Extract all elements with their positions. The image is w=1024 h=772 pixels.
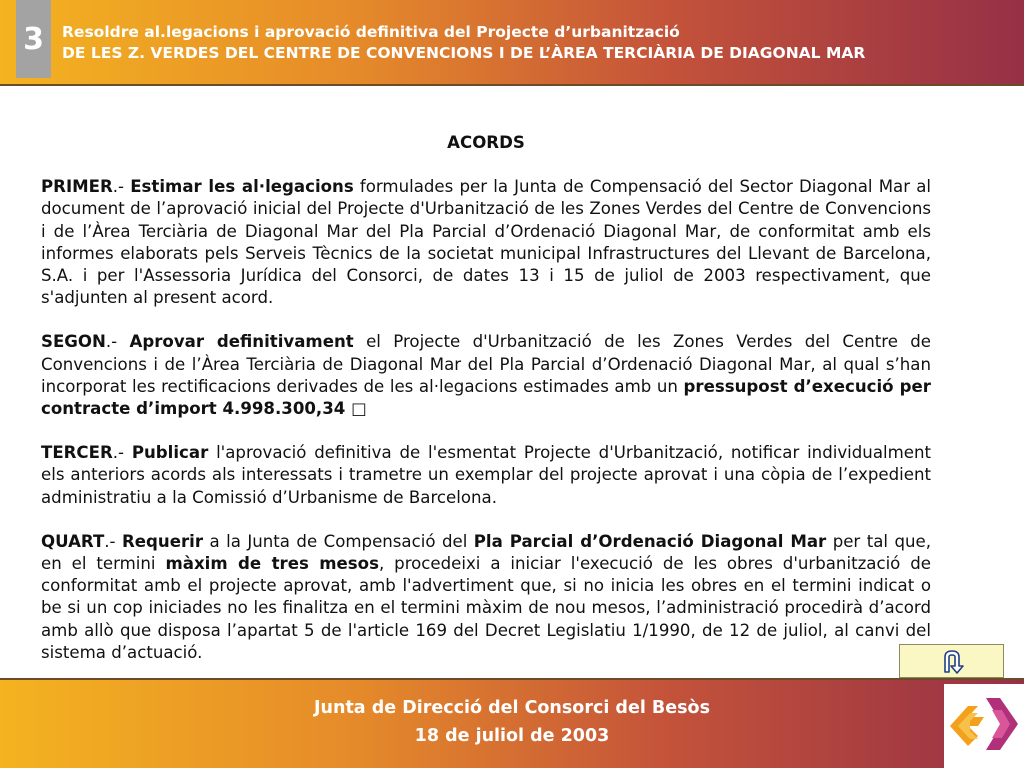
footer-text [0, 694, 1024, 750]
quart-deadline: màxim de tres mesos [165, 554, 379, 574]
quart-text1: a la Junta de Compensació del [203, 531, 474, 551]
slide-number: 3 [16, 0, 51, 78]
footer-date: 18 de juliol de 2003 [414, 726, 610, 746]
quart-sep: .- [104, 531, 122, 551]
primer-action: Estimar les al·legacions [130, 177, 354, 197]
footer-bar [0, 678, 1024, 768]
agreement-tercer [41, 442, 931, 509]
tercer-action: Publicar [131, 443, 209, 463]
header-title-line2: DE LES Z. VERDES DEL CENTRE DE CONVENCIONS I DE L’ÀREA TERCIÀRIA DE DIAGONAL MAR [62, 44, 866, 62]
consorci-logo-icon [944, 684, 1024, 768]
agreements-heading: ACORDS [447, 133, 525, 152]
return-button[interactable] [899, 644, 1004, 678]
primer-sep: .- [112, 177, 131, 197]
tercer-text: l'aprovació definitiva de l'esmentat Projecte d'Urbanització, notificar individualment els anteriors acords als interessats i trametre un exemplar del projecte aprovat i una còpia de l’expedient administratiu a la Comissió d’Urbanisme de Barcelona. [41, 443, 931, 507]
agreement-primer [41, 176, 931, 309]
primer-text: formulades per la Junta de Compensació del Sector Diagonal Mar al document de l’aprovació inicial del Projecte d'Urbanització de les Zones Verdes del Centre de Convencions i de l’Àrea Terciària de Diagonal Mar del Pla Parcial d’Ordenació Diagonal Mar, de conformitat amb els informes elaborats pels Serveis Tècnics de la societat municipal Infrastructures del Llevant de Barcelona, S.A. i per l'Assessoria Jurídica del Consorci, de dates 13 i 15 de juliol de 2003 respectivament, que s'adjunten al present acord. [41, 177, 931, 308]
segon-lead: SEGON [41, 332, 106, 352]
header-bar [0, 0, 1024, 86]
quart-lead: QUART [41, 531, 105, 551]
segon-budget: pressupost d’execució per contracte d’import 4.998.300,34 □ [41, 376, 931, 419]
quart-action: Requerir [122, 531, 204, 551]
quart-text3: , procedeixi a iniciar l'execució de les obres d'urbanització de conformitat amb el projecte aprovat, amb l'advertiment que, si no inicia les obres en el termini indicat o be si un cop iniciades no les finalitza en el termini màxim de nou mesos, l’administració procedirà d’acord amb allò que disposa l’apartat 5 de l'article 169 del Decret Legislatiu 1/1990, de 12 de juliol, al canvi del sistema d’actuació. [41, 554, 931, 662]
tercer-sep: .- [112, 443, 132, 463]
tercer-lead: TERCER [41, 443, 113, 463]
agreement-segon [41, 331, 931, 420]
primer-lead: PRIMER [41, 177, 113, 197]
quart-text2: per tal que, en el termini [41, 531, 931, 574]
footer-organization: Junta de Direcció del Consorci del Besòs [314, 698, 710, 718]
agreements-content [41, 132, 931, 686]
return-arrow-icon [938, 648, 966, 674]
agreement-quart [41, 531, 931, 664]
quart-plan: Pla Parcial d’Ordenació Diagonal Mar [473, 531, 827, 551]
consorci-logo [944, 684, 1024, 768]
header-title [62, 22, 1022, 64]
segon-text: el Projecte d'Urbanització de les Zones Verdes del Centre de Convencions i de l’Àrea Terciària de Diagonal Mar del Pla Parcial d’Ordenació Diagonal Mar, al qual s’han incorporat les rectificacions derivades de les al·legacions estimades amb un [41, 332, 931, 396]
segon-sep: .- [105, 332, 130, 352]
segon-action: Aprovar definitivament [129, 332, 354, 352]
header-title-line1: Resoldre al.legacions i aprovació definitiva del Projecte d’urbanització [62, 23, 680, 41]
